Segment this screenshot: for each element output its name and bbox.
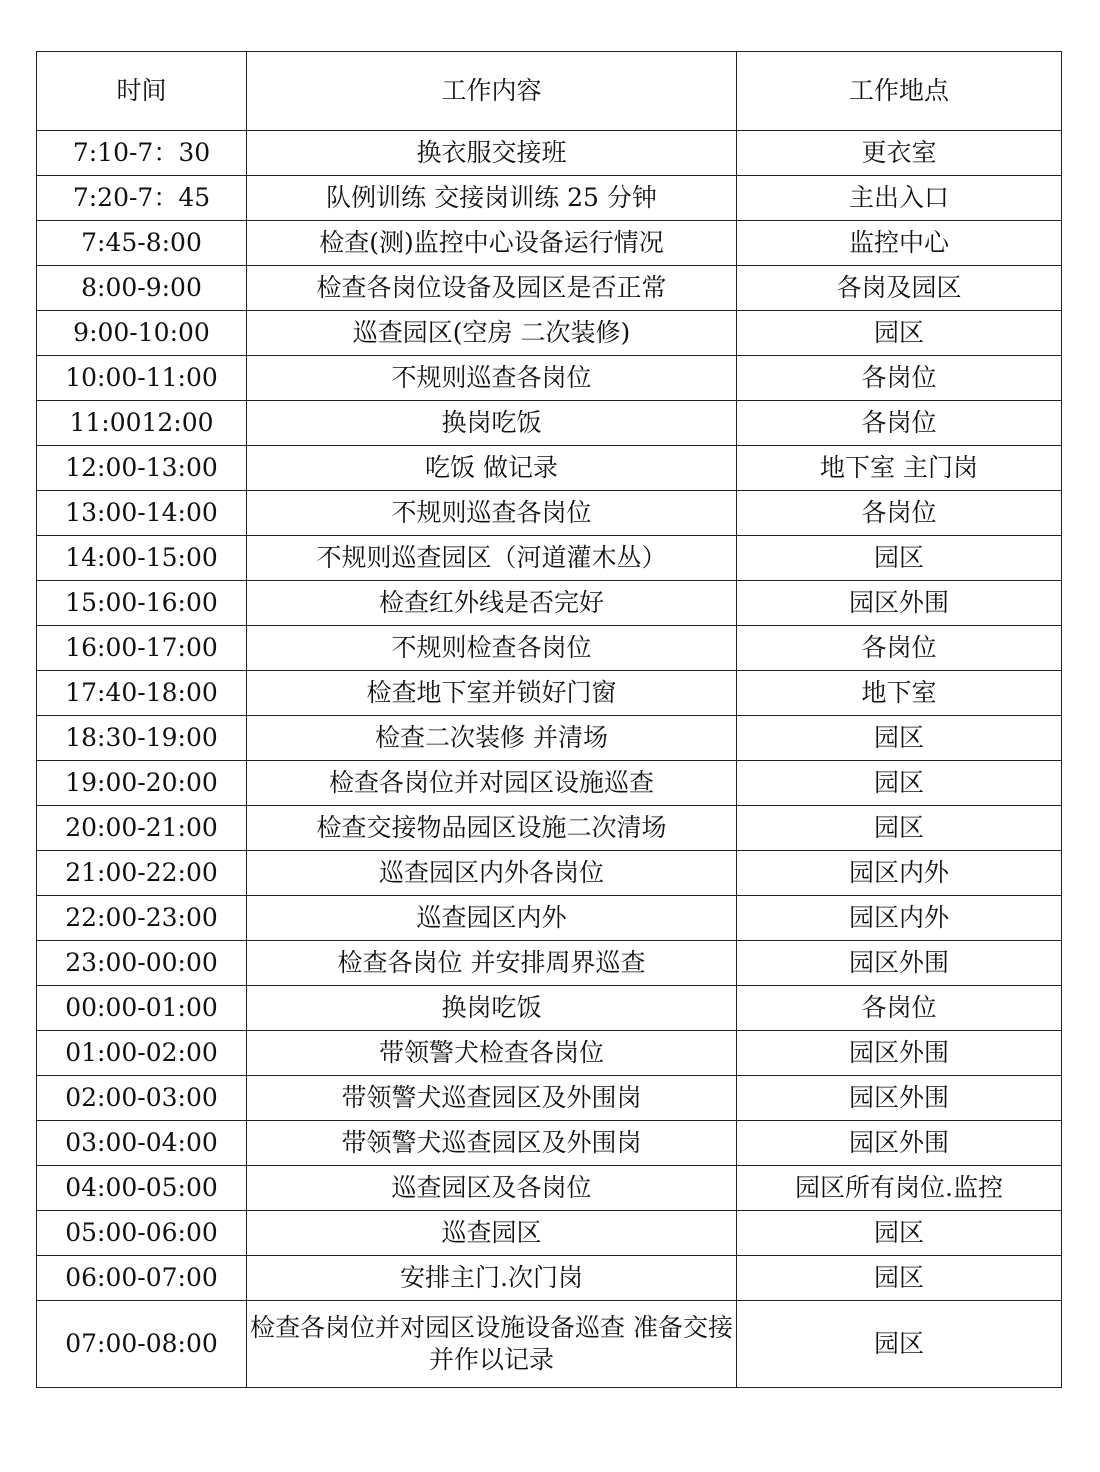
table-row: [37, 401, 1062, 446]
cell-task: 不规则巡查各岗位: [247, 356, 737, 401]
table-row: [37, 671, 1062, 716]
cell-place: 园区外围: [737, 1121, 1062, 1166]
table-row: [37, 626, 1062, 671]
cell-place: 园区: [737, 311, 1062, 356]
cell-task: 带领警犬检查各岗位: [247, 1031, 737, 1076]
cell-place: 园区内外: [737, 896, 1062, 941]
cell-place: 各岗位: [737, 491, 1062, 536]
table-row: [37, 851, 1062, 896]
cell-place: 园区: [737, 716, 1062, 761]
cell-task: 巡查园区及各岗位: [247, 1166, 737, 1211]
cell-place: 园区: [737, 536, 1062, 581]
cell-task: 不规则检查各岗位: [247, 626, 737, 671]
cell-task: 吃饭 做记录: [247, 446, 737, 491]
schedule-table: [36, 51, 1062, 1388]
cell-time: 16:00-17:00: [37, 626, 247, 671]
cell-task: 检查交接物品园区设施二次清场: [247, 806, 737, 851]
table-row: [37, 1076, 1062, 1121]
cell-task: 换岗吃饭: [247, 986, 737, 1031]
cell-time: 00:00-01:00: [37, 986, 247, 1031]
table-row: [37, 131, 1062, 176]
cell-time: 21:00-22:00: [37, 851, 247, 896]
cell-time: 12:00-13:00: [37, 446, 247, 491]
cell-place: 园区: [737, 806, 1062, 851]
cell-place: 各岗位: [737, 626, 1062, 671]
table-row: [37, 1031, 1062, 1076]
cell-place: 园区: [737, 1256, 1062, 1301]
cell-place: 园区: [737, 761, 1062, 806]
cell-place: 各岗位: [737, 986, 1062, 1031]
cell-time: 20:00-21:00: [37, 806, 247, 851]
cell-time: 03:00-04:00: [37, 1121, 247, 1166]
cell-time: 19:00-20:00: [37, 761, 247, 806]
cell-task: 检查(测)监控中心设备运行情况: [247, 221, 737, 266]
cell-time: 01:00-02:00: [37, 1031, 247, 1076]
cell-place: 园区: [737, 1301, 1062, 1388]
cell-place: 园区外围: [737, 1076, 1062, 1121]
cell-time: 7:10-7：30: [37, 131, 247, 176]
table-row: [37, 266, 1062, 311]
cell-time: 10:00-11:00: [37, 356, 247, 401]
header-task: 工作内容: [247, 52, 737, 131]
table-row: [37, 806, 1062, 851]
cell-place: 地下室 主门岗: [737, 446, 1062, 491]
table-row: [37, 941, 1062, 986]
table-row: [37, 896, 1062, 941]
table-row: [37, 1166, 1062, 1211]
cell-place: 园区所有岗位.监控: [737, 1166, 1062, 1211]
table-row: [37, 986, 1062, 1031]
cell-time: 13:00-14:00: [37, 491, 247, 536]
cell-time: 22:00-23:00: [37, 896, 247, 941]
cell-place: 园区内外: [737, 851, 1062, 896]
table-row: [37, 761, 1062, 806]
cell-task: 巡查园区内外: [247, 896, 737, 941]
cell-place: 地下室: [737, 671, 1062, 716]
cell-time: 02:00-03:00: [37, 1076, 247, 1121]
cell-task: 不规则巡查园区（河道灌木丛）: [247, 536, 737, 581]
table-row: [37, 491, 1062, 536]
cell-place: 各岗位: [737, 401, 1062, 446]
table-row: [37, 1211, 1062, 1256]
cell-time: 17:40-18:00: [37, 671, 247, 716]
cell-time: 18:30-19:00: [37, 716, 247, 761]
cell-task: 换岗吃饭: [247, 401, 737, 446]
table-row: [37, 581, 1062, 626]
cell-place: 园区外围: [737, 941, 1062, 986]
table-row: [37, 1256, 1062, 1301]
cell-time: 14:00-15:00: [37, 536, 247, 581]
cell-place: 主出入口: [737, 176, 1062, 221]
cell-place: 园区外围: [737, 1031, 1062, 1076]
cell-task: 检查二次装修 并清场: [247, 716, 737, 761]
cell-task: 检查红外线是否完好: [247, 581, 737, 626]
cell-task: 检查各岗位并对园区设施巡查: [247, 761, 737, 806]
cell-task: 检查各岗位 并安排周界巡查: [247, 941, 737, 986]
cell-place: 监控中心: [737, 221, 1062, 266]
cell-time: 07:00-08:00: [37, 1301, 247, 1388]
cell-place: 园区外围: [737, 581, 1062, 626]
cell-time: 06:00-07:00: [37, 1256, 247, 1301]
cell-task: 安排主门.次门岗: [247, 1256, 737, 1301]
cell-place: 各岗及园区: [737, 266, 1062, 311]
table-row: [37, 311, 1062, 356]
cell-time: 05:00-06:00: [37, 1211, 247, 1256]
cell-time: 15:00-16:00: [37, 581, 247, 626]
cell-task: 带领警犬巡查园区及外围岗: [247, 1121, 737, 1166]
cell-task: 巡查园区: [247, 1211, 737, 1256]
cell-time: 04:00-05:00: [37, 1166, 247, 1211]
cell-place: 各岗位: [737, 356, 1062, 401]
table-row: [37, 176, 1062, 221]
cell-task: 巡查园区(空房 二次装修): [247, 311, 737, 356]
cell-task: 检查各岗位设备及园区是否正常: [247, 266, 737, 311]
cell-task: 队例训练 交接岗训练 25 分钟: [247, 176, 737, 221]
header-time: 时间: [37, 52, 247, 131]
cell-time: 11:0012:00: [37, 401, 247, 446]
table-row: [37, 536, 1062, 581]
cell-time: 8:00-9:00: [37, 266, 247, 311]
cell-task: 检查各岗位并对园区设施设备巡查 准备交接并作以记录: [247, 1301, 737, 1388]
table-row: [37, 1301, 1062, 1388]
cell-task: 不规则巡查各岗位: [247, 491, 737, 536]
cell-place: 园区: [737, 1211, 1062, 1256]
table-row: [37, 356, 1062, 401]
header-place: 工作地点: [737, 52, 1062, 131]
cell-time: 9:00-10:00: [37, 311, 247, 356]
table-row: [37, 446, 1062, 491]
header-row: [37, 52, 1062, 131]
cell-task: 检查地下室并锁好门窗: [247, 671, 737, 716]
cell-task: 带领警犬巡查园区及外围岗: [247, 1076, 737, 1121]
table-row: [37, 1121, 1062, 1166]
cell-place: 更衣室: [737, 131, 1062, 176]
table-row: [37, 221, 1062, 266]
cell-time: 7:45-8:00: [37, 221, 247, 266]
cell-task: 巡查园区内外各岗位: [247, 851, 737, 896]
cell-task: 换衣服交接班: [247, 131, 737, 176]
table-row: [37, 716, 1062, 761]
cell-time: 23:00-00:00: [37, 941, 247, 986]
cell-time: 7:20-7：45: [37, 176, 247, 221]
